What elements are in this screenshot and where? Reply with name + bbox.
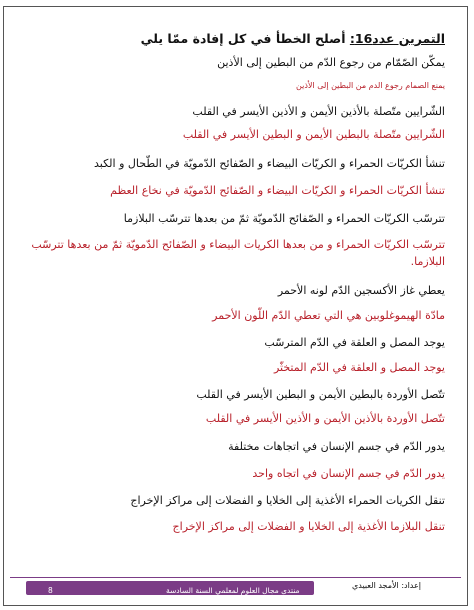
statement-7: تتّصل الأوردة بالبطين الأيمن و البطين الأيسر في القلب (196, 388, 445, 401)
footer-banner (26, 581, 314, 595)
statement-2: الشّرايين متّصلة بالأذين الأيمن و الأذين الأيسر في القلب (192, 105, 445, 118)
author-credit: إعداد: الأمجد العبيدي (351, 581, 421, 590)
statement-8: يدور الدّم في جسم الإنسان في اتجاهات مختلفة (228, 440, 445, 453)
correction-9: تنقل البلازما الأغذية إلى الخلايا و الفضلات إلى مراكز الإخراج (172, 520, 445, 533)
correction-7: تتّصل الأوردة بالأذين الأيمن و الأذين الأيسر في القلب (205, 412, 445, 425)
statement-5: يعطي غاز الأكسجين الدّم لونه الأحمر (277, 284, 445, 297)
correction-2: الشّرايين متّصلة بالبطين الأيمن و البطين الأيسر في القلب (182, 128, 445, 141)
statement-4: تترسّب الكريّات الحمراء و الصّفائح الدّمويّة ثمّ من بعدها تترسّب البلازما (123, 212, 445, 225)
correction-3: تنشأ الكريّات الحمراء و الكريّات البيضاء و الصّفائح الدّمويّة في نخاع العظم (110, 184, 445, 197)
exercise-instruction: أصلح الخطأ في كل إفادة ممّا يلي (140, 31, 350, 46)
worksheet-page (3, 6, 468, 606)
exercise-number: التمرين عدد16: (349, 31, 445, 46)
page-footer (10, 577, 461, 597)
correction-1: يمنع الصمام رجوع الدم من البطين إلى الأذين (296, 81, 445, 90)
correction-8: يدور الدّم في جسم الإنسان في اتجاه واحد (252, 467, 445, 480)
statement-3: تنشأ الكريّات الحمراء و الكريّات البيضاء و الصّفائح الدّمويّة في الطّحال و الكبد (94, 157, 445, 170)
statement-9: تنقل الكريات الحمراء الأغذية إلى الخلايا و الفضلات إلى مراكز الإخراج (130, 494, 445, 507)
statement-1: يمكّن الصّمّام من رجوع الدّم من البطين إلى الأذين (217, 56, 445, 69)
footer-divider (10, 577, 461, 578)
statement-6: يوجد المصل و العلقة في الدّم المترسّب (264, 336, 445, 349)
page-number: 8 (48, 586, 53, 595)
correction-6: يوجد المصل و العلقة في الدّم المتخثّر (273, 361, 445, 374)
forum-name: منتدى مجال العلوم لمعلمي السنة السادسة (166, 586, 300, 595)
exercise-title (141, 31, 445, 46)
correction-4: تترسّب الكريّات الحمراء و من بعدها الكريات البيضاء و الصّفائح الدّمويّة ثمّ من بعدها تترسّب البلازما. (31, 238, 445, 268)
correction-5: مادّة الهيموغلوبين هي التي تعطي الدّم اللّون الأحمر (212, 309, 445, 322)
